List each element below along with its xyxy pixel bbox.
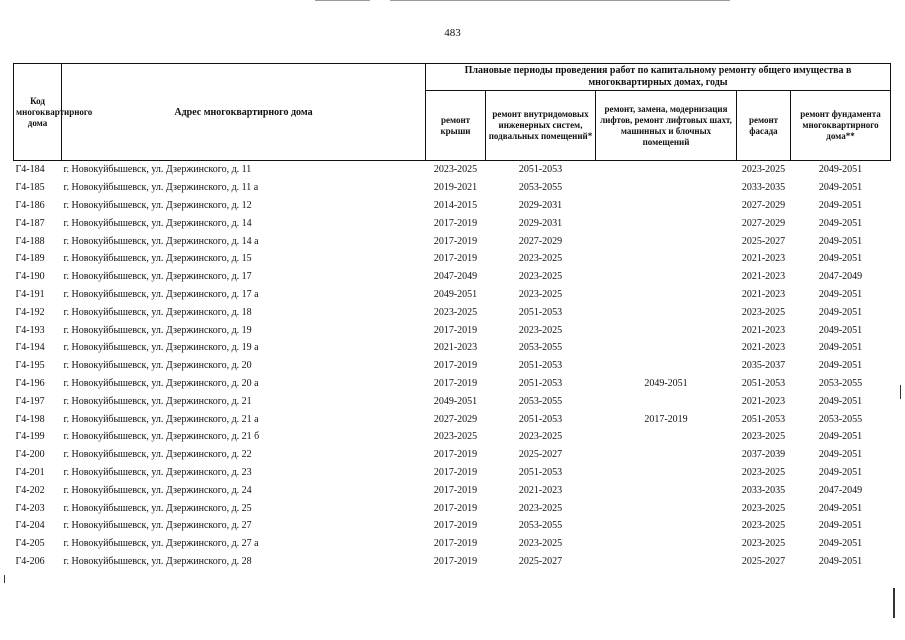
cell-foundation: 2049-2051 (818, 360, 863, 372)
cell-facade: 2027-2029 (741, 217, 786, 229)
cell-systems: 2023-2025 (518, 271, 563, 283)
table-row (14, 499, 891, 517)
cell-foundation: 2053-2055 (818, 413, 863, 425)
cell-systems: 2051-2053 (518, 360, 563, 372)
cell-systems: 2051-2053 (518, 377, 563, 389)
table-row (14, 553, 891, 571)
cell-elevators (596, 392, 737, 410)
cell-foundation: 2049-2051 (818, 502, 863, 514)
cell-roof: 2017-2019 (433, 360, 478, 372)
cell-systems: 2053-2055 (518, 182, 563, 194)
cell-foundation: 2049-2051 (818, 395, 863, 407)
header-systems: ремонт внутридомовых инженерных систем, подвальных помещений* (486, 91, 596, 161)
cell-systems: 2051-2053 (518, 466, 563, 478)
cell-elevators (596, 197, 737, 215)
cell-elevators (596, 286, 737, 304)
cell-facade: 2035-2037 (741, 360, 786, 372)
cell-systems: 2053-2055 (518, 342, 563, 354)
top-rule-left (315, 0, 370, 1)
cell-elevators (596, 535, 737, 553)
cell-foundation: 2049-2051 (818, 306, 863, 318)
cell-roof: 2017-2019 (433, 217, 478, 229)
cell-address: г. Новокуйбышевск, ул. Дзержинского, д. 21 б (63, 431, 260, 443)
cell-roof: 2019-2021 (433, 182, 478, 194)
cell-code: Г4-195 (15, 360, 45, 372)
table-row (14, 232, 891, 250)
table-row (14, 268, 891, 286)
cell-facade: 2021-2023 (741, 271, 786, 283)
cell-elevators: 2049-2051 (644, 377, 688, 389)
cell-facade: 2023-2025 (741, 520, 786, 532)
cell-systems: 2029-2031 (518, 199, 563, 211)
scan-edge-mark (900, 385, 901, 399)
cell-code: Г4-187 (15, 217, 45, 229)
cell-code: Г4-190 (15, 271, 45, 283)
cell-address: г. Новокуйбышевск, ул. Дзержинского, д. 22 (63, 449, 252, 461)
cell-code: Г4-206 (15, 555, 45, 567)
table-header (14, 64, 891, 161)
capital-repair-schedule-table (13, 63, 891, 570)
cell-systems: 2023-2025 (518, 253, 563, 265)
table-row (14, 410, 891, 428)
cell-address: г. Новокуйбышевск, ул. Дзержинского, д. 19 а (63, 342, 259, 354)
cell-code: Г4-203 (15, 502, 45, 514)
cell-foundation: 2049-2051 (818, 342, 863, 354)
cell-elevators (596, 446, 737, 464)
cell-elevators (596, 214, 737, 232)
cell-code: Г4-204 (15, 520, 45, 532)
cell-address: г. Новокуйбышевск, ул. Дзержинского, д. 28 (63, 555, 252, 567)
cell-elevators (596, 250, 737, 268)
cell-roof: 2017-2019 (433, 555, 478, 567)
cell-roof: 2023-2025 (433, 164, 478, 176)
cell-systems: 2051-2053 (518, 413, 563, 425)
table-row (14, 250, 891, 268)
cell-elevators (596, 303, 737, 321)
scan-edge-mark (4, 575, 5, 583)
cell-roof: 2014-2015 (433, 199, 478, 211)
table-row (14, 286, 891, 304)
cell-address: г. Новокуйбышевск, ул. Дзержинского, д. 17 а (63, 288, 259, 300)
cell-address: г. Новокуйбышевск, ул. Дзержинского, д. 14 а (63, 235, 259, 247)
cell-facade: 2021-2023 (741, 342, 786, 354)
cell-code: Г4-196 (15, 377, 45, 389)
table-row (14, 375, 891, 393)
cell-roof: 2023-2025 (433, 431, 478, 443)
table-row (14, 303, 891, 321)
cell-facade: 2037-2039 (741, 449, 786, 461)
cell-code: Г4-197 (15, 395, 45, 407)
table-row (14, 535, 891, 553)
cell-systems: 2051-2053 (518, 164, 563, 176)
cell-foundation: 2049-2051 (818, 449, 863, 461)
cell-roof: 2017-2019 (433, 324, 478, 336)
cell-code: Г4-191 (15, 288, 45, 300)
cell-systems: 2023-2025 (518, 324, 563, 336)
cell-facade: 2023-2025 (741, 466, 786, 478)
cell-roof: 2023-2025 (433, 306, 478, 318)
cell-facade: 2021-2023 (741, 253, 786, 265)
cell-foundation: 2049-2051 (818, 288, 863, 300)
cell-foundation: 2049-2051 (818, 324, 863, 336)
cell-foundation: 2049-2051 (818, 217, 863, 229)
cell-facade: 2025-2027 (741, 555, 786, 567)
cell-address: г. Новокуйбышевск, ул. Дзержинского, д. 15 (63, 253, 252, 265)
cell-facade: 2023-2025 (741, 431, 786, 443)
cell-code: Г4-200 (15, 449, 45, 461)
cell-code: Г4-188 (15, 235, 45, 247)
cell-code: Г4-185 (15, 182, 45, 194)
cell-systems: 2051-2053 (518, 306, 563, 318)
cell-elevators (596, 428, 737, 446)
cell-address: г. Новокуйбышевск, ул. Дзержинского, д. 12 (63, 199, 252, 211)
cell-foundation: 2049-2051 (818, 235, 863, 247)
cell-systems: 2029-2031 (518, 217, 563, 229)
table-row (14, 197, 891, 215)
cell-code: Г4-201 (15, 466, 45, 478)
cell-systems: 2023-2025 (518, 431, 563, 443)
cell-code: Г4-184 (15, 164, 45, 176)
cell-elevators (596, 161, 737, 179)
cell-systems: 2027-2029 (518, 235, 563, 247)
top-rule-right (390, 0, 730, 1)
cell-address: г. Новокуйбышевск, ул. Дзержинского, д. 21 а (63, 413, 259, 425)
cell-systems: 2021-2023 (518, 484, 563, 496)
cell-roof: 2027-2029 (433, 413, 478, 425)
cell-roof: 2049-2051 (433, 395, 478, 407)
scan-edge-mark (893, 588, 895, 618)
cell-address: г. Новокуйбышевск, ул. Дзержинского, д. 18 (63, 306, 252, 318)
cell-foundation: 2049-2051 (818, 555, 863, 567)
table-row (14, 161, 891, 179)
table-row (14, 446, 891, 464)
cell-facade: 2027-2029 (741, 199, 786, 211)
cell-roof: 2017-2019 (433, 466, 478, 478)
cell-facade: 2023-2025 (741, 164, 786, 176)
cell-systems: 2023-2025 (518, 538, 563, 550)
cell-foundation: 2049-2051 (818, 520, 863, 532)
table-row (14, 339, 891, 357)
cell-foundation: 2049-2051 (818, 253, 863, 265)
header-facade: ремонт фасада (737, 91, 791, 161)
cell-facade: 2023-2025 (741, 502, 786, 514)
cell-roof: 2049-2051 (433, 288, 478, 300)
table-row (14, 179, 891, 197)
cell-elevators (596, 339, 737, 357)
cell-roof: 2017-2019 (433, 377, 478, 389)
cell-address: г. Новокуйбышевск, ул. Дзержинского, д. 17 (63, 271, 252, 283)
table-row (14, 214, 891, 232)
cell-facade: 2021-2023 (741, 324, 786, 336)
cell-roof: 2017-2019 (433, 502, 478, 514)
cell-facade: 2023-2025 (741, 306, 786, 318)
cell-systems: 2053-2055 (518, 395, 563, 407)
cell-facade: 2021-2023 (741, 288, 786, 300)
header-foundation: ремонт фундамента многоквартирного дома** (791, 91, 891, 161)
cell-foundation: 2049-2051 (818, 431, 863, 443)
cell-elevators: 2017-2019 (644, 413, 688, 425)
cell-code: Г4-199 (15, 431, 45, 443)
cell-address: г. Новокуйбышевск, ул. Дзержинского, д. 23 (63, 466, 252, 478)
cell-systems: 2025-2027 (518, 449, 563, 461)
header-periods-group: Плановые периоды проведения работ по капитальному ремонту общего имущества в многоквартирных домах, годы (426, 64, 891, 91)
header-address: Адрес многоквартирного дома (62, 64, 426, 161)
cell-foundation: 2047-2049 (818, 484, 863, 496)
cell-foundation: 2049-2051 (818, 538, 863, 550)
cell-elevators (596, 321, 737, 339)
table-row (14, 392, 891, 410)
table-body (14, 161, 891, 571)
cell-roof: 2017-2019 (433, 235, 478, 247)
cell-address: г. Новокуйбышевск, ул. Дзержинского, д. 27 а (63, 538, 259, 550)
cell-facade: 2033-2035 (741, 182, 786, 194)
cell-facade: 2051-2053 (741, 413, 786, 425)
cell-foundation: 2049-2051 (818, 164, 863, 176)
cell-elevators (596, 464, 737, 482)
cell-address: г. Новокуйбышевск, ул. Дзержинского, д. 14 (63, 217, 252, 229)
cell-address: г. Новокуйбышевск, ул. Дзержинского, д. 20 (63, 360, 252, 372)
cell-address: г. Новокуйбышевск, ул. Дзержинского, д. 19 (63, 324, 252, 336)
table-row (14, 481, 891, 499)
cell-address: г. Новокуйбышевск, ул. Дзержинского, д. 20 а (63, 377, 259, 389)
cell-facade: 2025-2027 (741, 235, 786, 247)
header-code: Код многоквартирного дома (14, 64, 62, 161)
cell-code: Г4-192 (15, 306, 45, 318)
cell-elevators (596, 179, 737, 197)
cell-systems: 2053-2055 (518, 520, 563, 532)
cell-code: Г4-194 (15, 342, 45, 354)
cell-code: Г4-202 (15, 484, 45, 496)
cell-foundation: 2047-2049 (818, 271, 863, 283)
cell-foundation: 2049-2051 (818, 199, 863, 211)
cell-code: Г4-205 (15, 538, 45, 550)
cell-code: Г4-193 (15, 324, 45, 336)
cell-roof: 2017-2019 (433, 449, 478, 461)
cell-elevators (596, 553, 737, 571)
cell-roof: 2017-2019 (433, 538, 478, 550)
cell-roof: 2017-2019 (433, 520, 478, 532)
cell-elevators (596, 268, 737, 286)
cell-address: г. Новокуйбышевск, ул. Дзержинского, д. 21 (63, 395, 252, 407)
cell-foundation: 2053-2055 (818, 377, 863, 389)
header-elevators: ремонт, замена, модернизация лифтов, ремонт лифтовых шахт, машинных и блочных помещений (596, 91, 737, 161)
table-row (14, 321, 891, 339)
cell-roof: 2017-2019 (433, 253, 478, 265)
cell-address: г. Новокуйбышевск, ул. Дзержинского, д. 11 а (63, 182, 259, 194)
table-row (14, 464, 891, 482)
cell-address: г. Новокуйбышевск, ул. Дзержинского, д. 25 (63, 502, 252, 514)
cell-facade: 2051-2053 (741, 377, 786, 389)
page-number: 483 (444, 27, 461, 39)
cell-code: Г4-198 (15, 413, 45, 425)
cell-address: г. Новокуйбышевск, ул. Дзержинского, д. 24 (63, 484, 252, 496)
cell-facade: 2033-2035 (741, 484, 786, 496)
cell-facade: 2021-2023 (741, 395, 786, 407)
cell-elevators (596, 357, 737, 375)
cell-foundation: 2049-2051 (818, 466, 863, 478)
cell-code: Г4-186 (15, 199, 45, 211)
cell-roof: 2017-2019 (433, 484, 478, 496)
cell-systems: 2025-2027 (518, 555, 563, 567)
cell-facade: 2023-2025 (741, 538, 786, 550)
table-row (14, 517, 891, 535)
cell-foundation: 2049-2051 (818, 182, 863, 194)
cell-elevators (596, 517, 737, 535)
cell-roof: 2021-2023 (433, 342, 478, 354)
cell-elevators (596, 481, 737, 499)
cell-elevators (596, 232, 737, 250)
cell-systems: 2023-2025 (518, 502, 563, 514)
cell-code: Г4-189 (15, 253, 45, 265)
cell-elevators (596, 499, 737, 517)
table-row (14, 428, 891, 446)
header-roof: ремонт крыши (426, 91, 486, 161)
cell-roof: 2047-2049 (433, 271, 478, 283)
cell-address: г. Новокуйбышевск, ул. Дзержинского, д. 27 (63, 520, 252, 532)
cell-systems: 2023-2025 (518, 288, 563, 300)
cell-address: г. Новокуйбышевск, ул. Дзержинского, д. 11 (63, 164, 252, 176)
table-row (14, 357, 891, 375)
